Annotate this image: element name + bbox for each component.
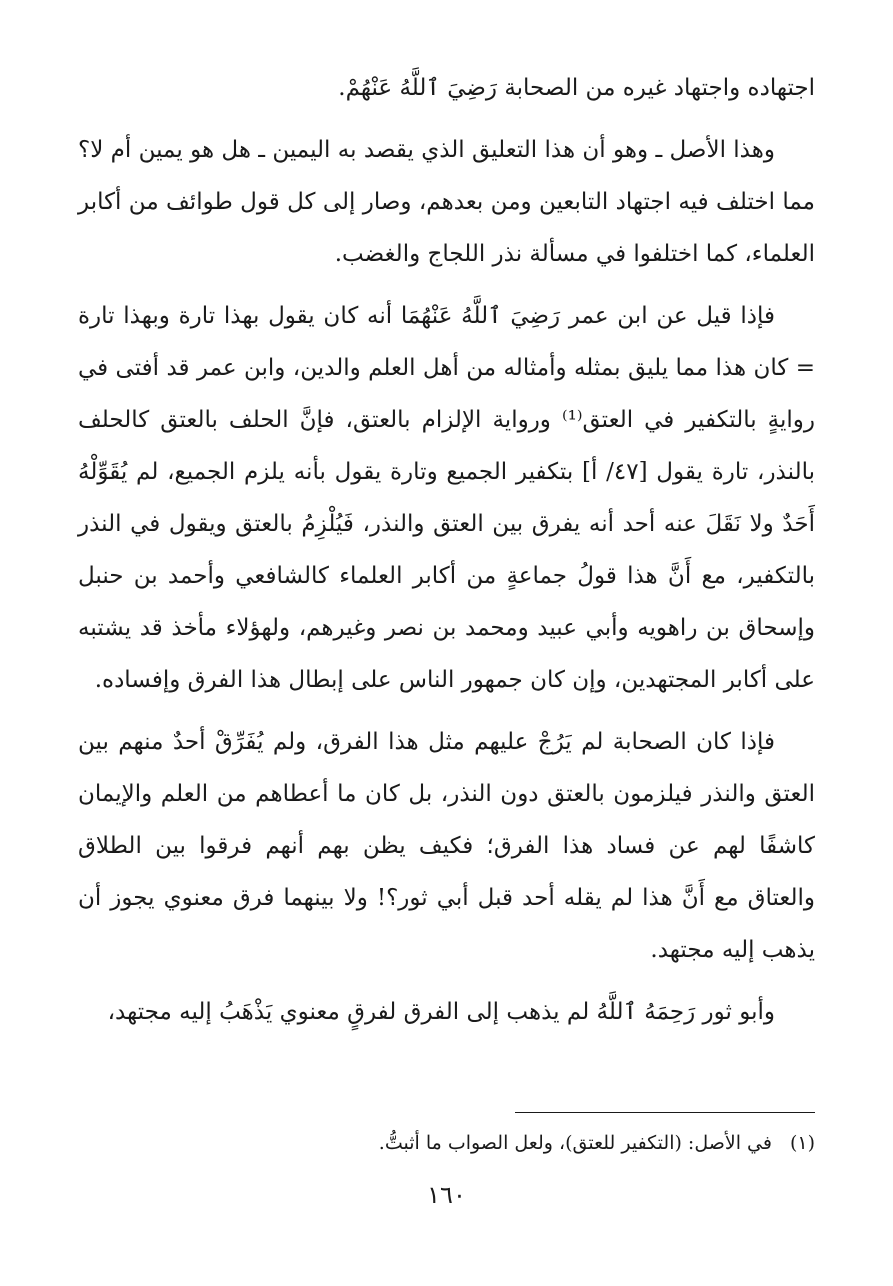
footnote-number: (١) xyxy=(789,1132,815,1154)
paragraph-1: اجتهاده واجتهاد غيره من الصحابة رَضِيَ ٱللَّهُ عَنْهُمْ. xyxy=(338,75,815,101)
page-body xyxy=(78,62,815,1048)
footnote-divider xyxy=(515,1112,815,1113)
footnote xyxy=(78,1127,815,1159)
page-number: ١٦٠ xyxy=(427,1181,466,1209)
paragraph-2: وهذا الأصل ـ وهو أن هذا التعليق الذي يقصد به اليمين ـ هل هو يمين أم لا؟ مما اختلف فيه اجتهاد التابعين ومن بعدهم، وصار إلى كل قول طوائف من أكابر العلماء، كما اختلفوا في مسألة نذر اللجاج والغضب. xyxy=(78,137,815,267)
paragraph-3: فإذا قيل عن ابن عمر رَضِيَ ٱللَّهُ عَنْهُمَا أنه كان يقول بهذا تارة وبهذا تارة = كان هذا مما يليق بمثله وأمثاله من أهل العلم والدين، وابن عمر قد أفتى في روايةٍ بالتكفير في العتق⁽¹⁾ ورواية الإلزام بالعتق، فإنَّ الحلف بالعتق كالحلف بالنذر، تارة يقول [٤٧/ أ] بتكفير الجميع وتارة يقول بأنه يلزم الجميع، لم يُقَوِّلْهُ أَحَدٌ ولا نَقَلَ عنه أحد أنه يفرق بين العتق والنذر، فَيُلْزِمُ بالعتق ويقول في النذر بالتكفير، مع أَنَّ هذا قولُ جماعةٍ من أكابر العلماء كالشافعي وأحمد بن حنبل وإسحاق بن راهويه وأبي عبيد ومحمد بن نصر وغيرهم، ولهؤلاء مأخذ قد يشتبه على أكابر المجتهدين، وإن كان جمهور الناس على إبطال هذا الفرق وإفساده. xyxy=(78,303,815,693)
footnote-text: في الأصل: (التكفير للعتق)، ولعل الصواب ما أثبتُّ. xyxy=(378,1132,772,1154)
paragraph-4: فإذا كان الصحابة لم يَرُجْ عليهم مثل هذا الفرق، ولم يُفَرِّقْ أحدٌ منهم بين العتق والنذر فيلزمون بالعتق دون النذر، بل كان ما أعطاهم من العلم والإيمان كاشفًا لهم عن فساد هذا الفرق؛ فكيف يظن بهم أنهم فرقوا بين الطلاق والعتاق مع أَنَّ هذا لم يقله أحد قبل أبي ثور؟! ولا بينهما فرق معنوي يجوز أن يذهب إليه مجتهد. xyxy=(78,729,815,963)
paragraph-5: وأبو ثور رَحِمَهُ ٱللَّهُ لم يذهب إلى الفرق لفرقٍ معنوي يَذْهَبُ إليه مجتهد، xyxy=(107,999,775,1025)
